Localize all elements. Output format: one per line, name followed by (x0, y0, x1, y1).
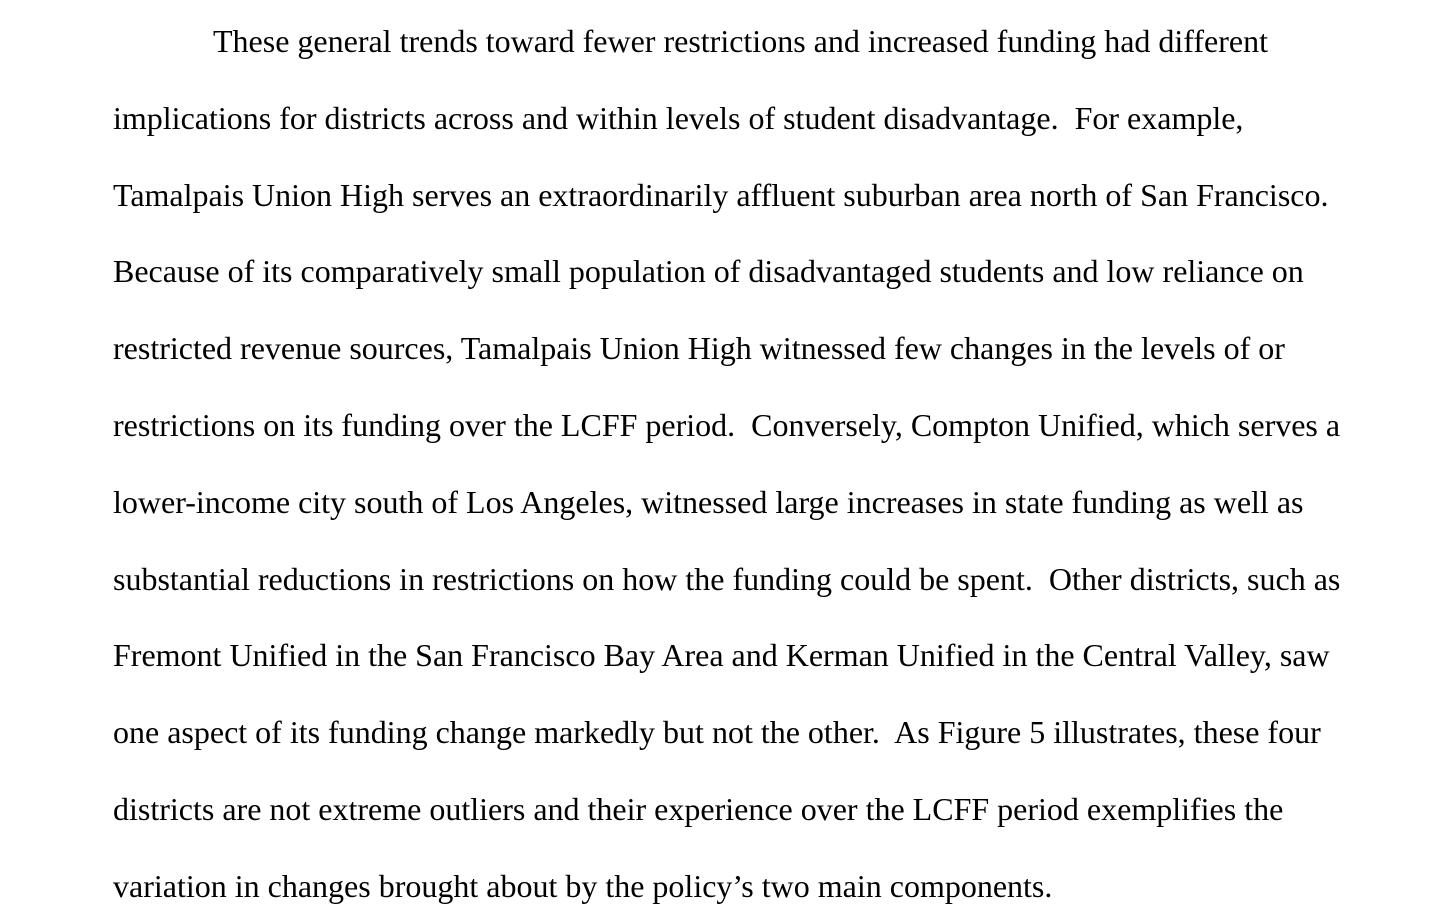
paragraph-line-3: Tamalpais Union High serves an extraordinarily affluent suburban area north of San Francisco. (113, 177, 1329, 213)
paragraph-line-2: implications for districts across and within levels of student disadvantage. For example, (113, 100, 1244, 136)
paragraph-line-10: one aspect of its funding change markedly but not the other. As Figure 5 illustrates, these four (113, 714, 1321, 750)
paragraph-line-1: These general trends toward fewer restrictions and increased funding had different (213, 23, 1268, 59)
paragraph-line-7: lower-income city south of Los Angeles, witnessed large increases in state funding as well as (113, 484, 1304, 520)
paragraph-line-4: Because of its comparatively small population of disadvantaged students and low reliance on (113, 253, 1304, 289)
paragraph-line-12: variation in changes brought about by the policy’s two main components. (113, 868, 1053, 904)
paragraph-line-11: districts are not extreme outliers and their experience over the LCFF period exemplifies the (113, 791, 1284, 827)
paragraph-line-6: restrictions on its funding over the LCFF period. Conversely, Compton Unified, which serves a (113, 407, 1341, 443)
paragraph-line-9: Fremont Unified in the San Francisco Bay Area and Kerman Unified in the Central Valley, saw (113, 637, 1330, 673)
paragraph-line-8: substantial reductions in restrictions on how the funding could be spent. Other districts, such as (113, 561, 1341, 597)
paragraph-line-5: restricted revenue sources, Tamalpais Union High witnessed few changes in the levels of or (113, 330, 1285, 366)
